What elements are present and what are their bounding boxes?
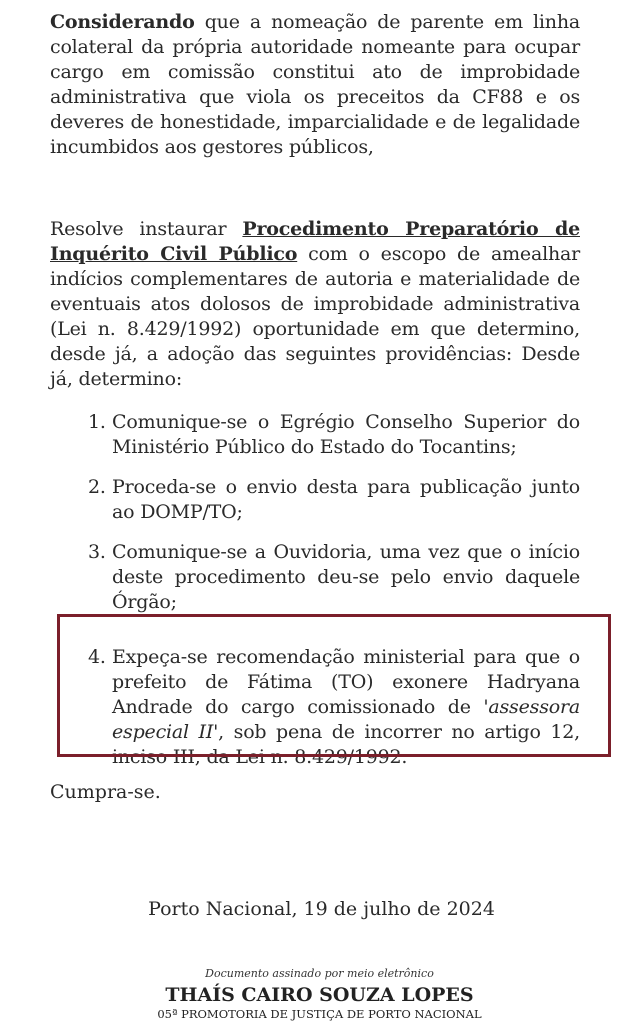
list-item-number: 1. xyxy=(88,411,106,433)
paragraph-text-resolve: com o escopo de amealhar indícios complementares de autoria e materialidade de eventuais atos dolosos de improbidade administrativa (Lei n. 8.429/1992) oportunidade em que determino, desde já, a adoção das seguintes providências: Desde já, determino: xyxy=(50,243,580,390)
paragraph-lead-resolve: Resolve instaurar xyxy=(50,218,243,240)
list-item-number: 4. xyxy=(88,646,106,668)
list-item xyxy=(50,540,580,615)
highlight-frame xyxy=(57,614,611,757)
list-item-text-before: Expeça-se recomendação ministerial para que o prefeito de Fátima (TO) exonere Hadryana Andrade do cargo comissionado de ' xyxy=(112,646,580,718)
signature-note: Documento assinado por meio eletrônico xyxy=(205,967,434,980)
list-item-number: 3. xyxy=(88,541,106,563)
paragraph-considerando xyxy=(50,10,580,160)
list-item xyxy=(50,410,580,460)
list-item-text: Comunique-se o Egrégio Conselho Superior do Ministério Público do Estado do Tocantins; xyxy=(112,411,580,458)
list-item-text-after: ', sob pena de incorrer no artigo 12, inciso III, da Lei n. 8.429/1992. xyxy=(112,721,580,768)
signer-office: 05ª PROMOTORIA DE JUSTIÇA DE PORTO NACIONAL xyxy=(157,1007,482,1021)
list-item-text: Comunique-se a Ouvidoria, uma vez que o início deste procedimento deu-se pelo envio daquele Órgão; xyxy=(112,541,580,613)
procedure-title: Procedimento Preparatório de Inquérito Civil Público xyxy=(50,218,580,265)
list-item-number: 2. xyxy=(88,476,106,498)
signer-name: THAÍS CAIRO SOUZA LOPES xyxy=(165,984,474,1006)
list-item xyxy=(50,475,580,525)
paragraph-lead-considerando: Considerando xyxy=(50,11,195,33)
paragraph-resolve xyxy=(50,217,580,392)
list-item-text: Proceda-se o envio desta para publicação junto ao DOMP/TO; xyxy=(112,476,580,523)
place-date: Porto Nacional, 19 de julho de 2024 xyxy=(148,898,495,920)
closing-text: Cumpra-se. xyxy=(50,781,161,803)
paragraph-text-considerando: que a nomeação de parente em linha colateral da própria autoridade nomeante para ocupar cargo em comissão constitui ato de improbidade administrativa que viola os preceitos da CF88 e os deveres de honestidade, imparcialidade e de legalidade incumbidos aos gestores públicos, xyxy=(50,11,580,158)
list-item-italic: assessora especial II xyxy=(112,696,580,743)
